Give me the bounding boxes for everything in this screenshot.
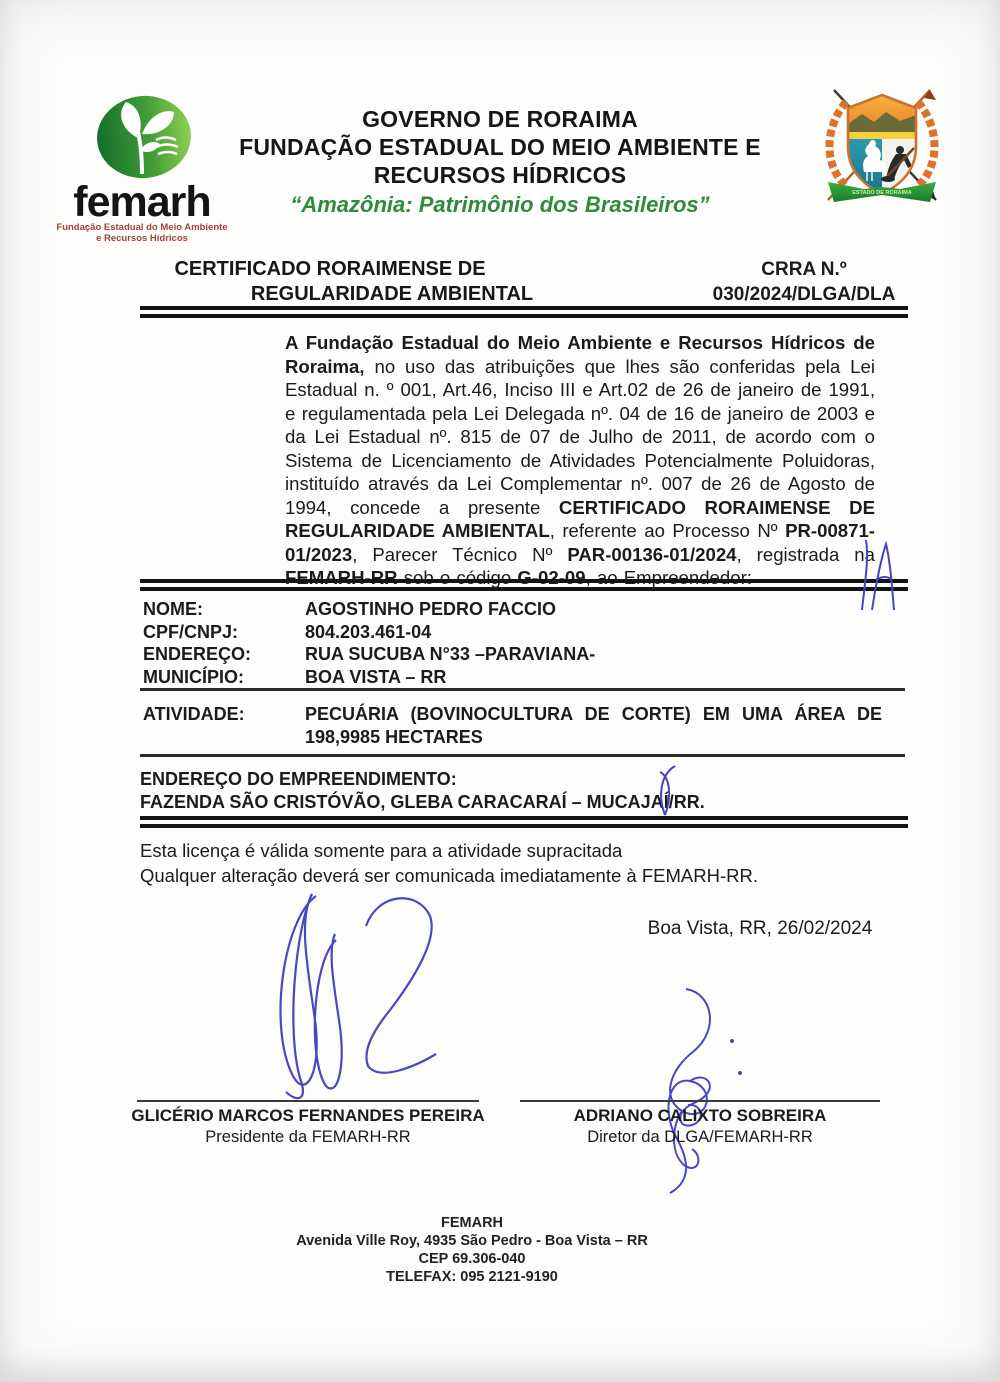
enterprise-address-block (140, 768, 900, 814)
holder-label: NOME: (143, 599, 203, 619)
header-foundation-2: RECURSOS HÍDRICOS (373, 162, 627, 188)
date-line: Boa Vista, RR, 26/02/2024 (647, 918, 873, 939)
footer-org: FEMARH (440, 1215, 504, 1231)
rule-under-title (140, 306, 908, 318)
ink-initial-paragraph (852, 534, 907, 616)
header-government: GOVERNO DE RORAIMA (362, 106, 638, 132)
rule-above-holder (140, 579, 908, 591)
certificate-number-label: CRRA N.º (761, 259, 847, 280)
femarh-logo-tagline-1: Fundação Estadual do Meio Ambiente (56, 222, 228, 233)
signatory-left-block (112, 1105, 504, 1148)
certificate-number-block (690, 257, 918, 307)
holder-label: CPF/CNPJ: (143, 621, 239, 642)
signature-ink-left (238, 878, 468, 1108)
signatory-right-name: ADRIANO CALIXTO SOBREIRA (573, 1106, 827, 1125)
signature-ink-right (628, 985, 758, 1197)
femarh-logo-word: femarh (73, 178, 211, 226)
holder-value: RUA SUCUBA N°33 –PARAVIANA- (305, 644, 596, 664)
enterprise-address-value: FAZENDA SÃO CRISTÓVÃO, GLEBA CARACARAÍ – MUCAJAÍ/RR. (140, 792, 705, 812)
activity-label: ATIVIDADE: (143, 704, 245, 724)
footer-block (172, 1214, 772, 1286)
certificate-title-line1: CERTIFICADO RORAIMENSE DE (174, 258, 486, 280)
ink-initial-address (645, 763, 690, 819)
rule-under-holder (140, 688, 905, 691)
footer-telefax: TELEFAX: 095 2121-9190 (386, 1269, 558, 1285)
certificate-body-paragraph: A Fundação Estadual do Meio Ambiente e Recursos Hídricos de Roraima, no uso das atribuições que lhes são conferidas pela Lei Estadual n. º 001, Art.46, Inciso III e Art.02 de 26 de janeiro de 1991, e regulamentada pela Lei Delegada nº. 04 de 16 de janeiro de 2003 e da Lei Estadual nº. 815 de 07 de Julho de 2011, de acordo com o Sistema de Licenciamento de Atividades Potencialmente Poluidoras, instituído através da Lei Complementar nº. 007 de 26 de Agosto de 1994, concede a presente CERTIFICADO RORAIMENSE DE REGULARIDADE AMBIENTAL, referente ao Processo Nº PR-00871-01/2023, Parecer Técnico Nº PAR-00136-01/2024, registrada na FEMARH-RR sob o código G-02-09, ao Empreendedor: (285, 332, 875, 588)
certificate-number: 030/2024/DLGA/DLA (712, 284, 896, 305)
activity-value: PECUÁRIA (BOVINOCULTURA DE CORTE) EM UMA ÁREA DE 198,9985 HECTARES (305, 704, 882, 747)
footer-cep: CEP 69.306-040 (418, 1251, 526, 1267)
footer-address: Avenida Ville Roy, 4935 São Pedro - Boa Vista – RR (296, 1233, 648, 1249)
holder-value: BOA VISTA – RR (305, 666, 447, 687)
header-foundation-1: FUNDAÇÃO ESTADUAL DO MEIO AMBIENTE E (239, 134, 761, 160)
holder-row-cpf (143, 621, 893, 644)
certificate-title-line2: REGULARIDADE AMBIENTAL (250, 283, 534, 305)
holder-row-municipio (143, 666, 893, 689)
holder-info-block (143, 598, 893, 688)
signatory-right-block (520, 1105, 880, 1148)
validity-line2: Qualquer alteração deverá ser comunicada imediatamente à FEMARH-RR. (140, 865, 758, 886)
header-title-block (225, 105, 775, 218)
signatory-right-title: Diretor da DLGA/FEMARH-RR (587, 1128, 813, 1146)
header-motto: “Amazônia: Patrimônio dos Brasileiros” (290, 192, 710, 217)
holder-value: AGOSTINHO PEDRO FACCIO (305, 599, 557, 619)
femarh-leaf-icon (52, 92, 232, 182)
femarh-logo-tagline-2: e Recursos Hídricos (96, 233, 188, 244)
femarh-logo (52, 92, 232, 244)
rule-under-address (140, 816, 908, 828)
signatory-left-title: Presidente da FEMARH-RR (205, 1128, 411, 1146)
holder-value: 804.203.461-04 (305, 621, 432, 642)
holder-row-nome (143, 598, 893, 621)
signature-line-left (137, 1100, 479, 1102)
holder-label: MUNICÍPIO: (143, 666, 244, 687)
validity-line1: Esta licença é válida somente para a atividade supracitada (140, 840, 623, 861)
crest-ribbon-text: ESTADO DE RORAIMA (852, 190, 912, 196)
holder-label: ENDEREÇO: (143, 644, 252, 664)
enterprise-address-label: ENDEREÇO DO EMPREENDIMENTO: (140, 769, 457, 789)
roraima-coat-of-arms-icon (812, 84, 952, 216)
signatory-left-name: GLICÉRIO MARCOS FERNANDES PEREIRA (131, 1106, 485, 1125)
signature-line-right (520, 1100, 880, 1102)
activity-row (143, 703, 883, 748)
holder-row-endereco (143, 643, 893, 666)
rule-under-activity (140, 754, 905, 757)
